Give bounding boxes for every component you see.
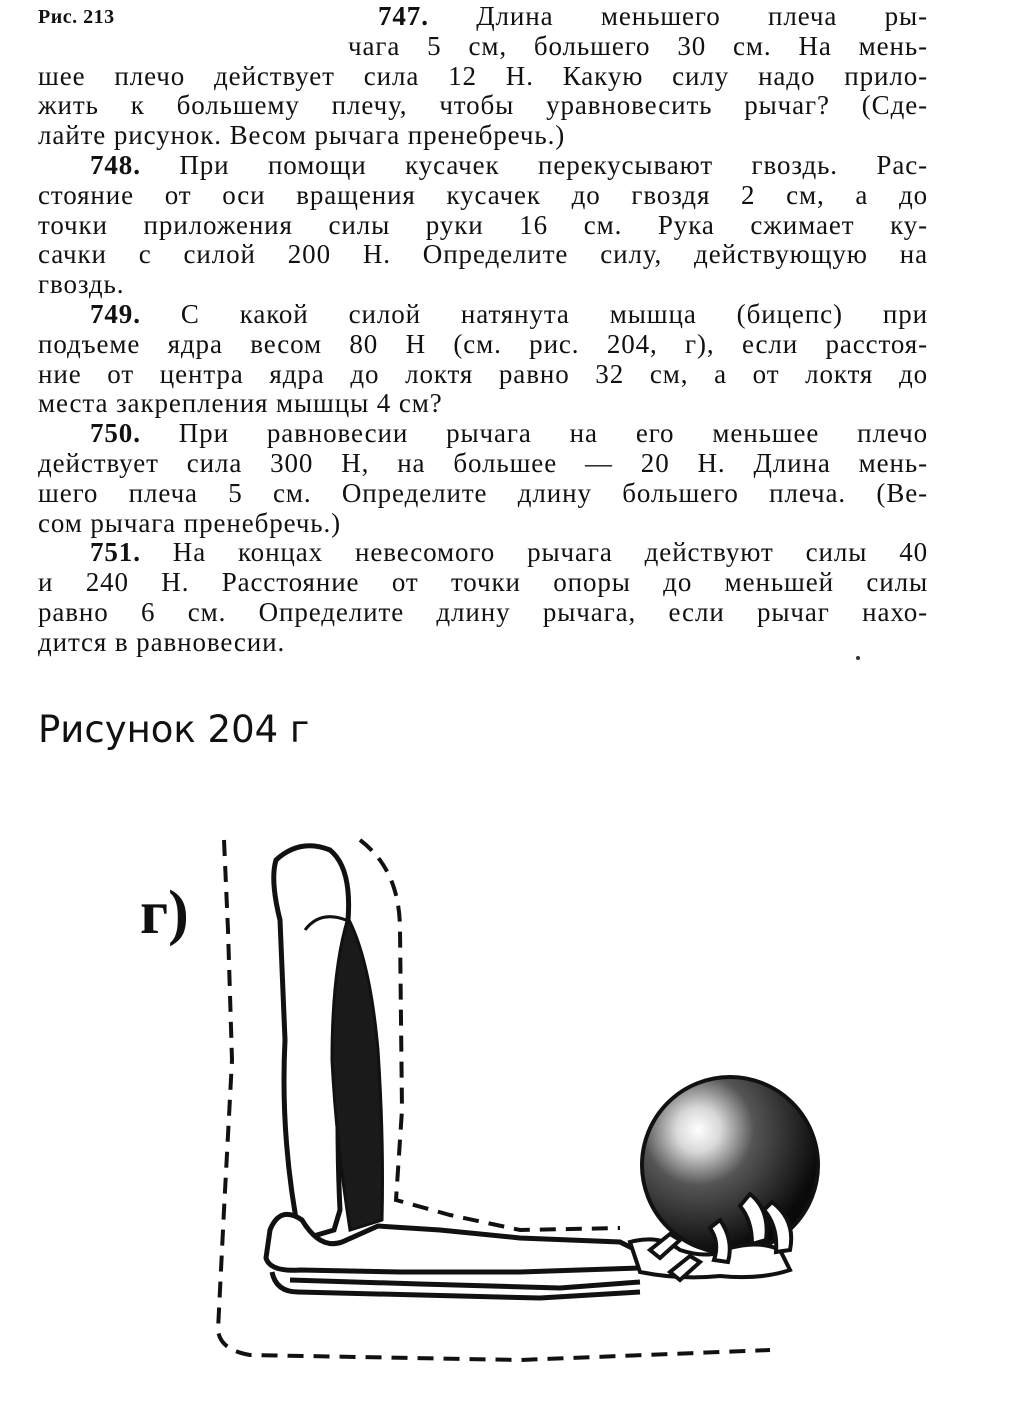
line-text: гвоздь. bbox=[38, 270, 125, 300]
text-line bbox=[38, 449, 928, 479]
line-text: стояние от оси вращения кусачек до гвоздя 2 см, а до bbox=[38, 180, 928, 210]
text-line bbox=[38, 211, 928, 241]
line-text: и 240 Н. Расстояние от точки опоры до меньшей силы bbox=[38, 568, 928, 598]
line-text: действует сила 300 Н, на большее — 20 Н. Длина мень- bbox=[38, 448, 928, 478]
text-line bbox=[38, 300, 928, 330]
line-text: С какой силой натянута мышца (бицепс) при bbox=[140, 299, 928, 329]
problems-text bbox=[38, 2, 928, 658]
text-line bbox=[38, 628, 928, 658]
text-line bbox=[38, 121, 928, 151]
line-text: чага 5 см, большего 30 см. На мень- bbox=[348, 31, 928, 61]
figure-reference: Рис. 213 bbox=[38, 6, 115, 28]
line-text: ние от центра ядра до локтя равно 32 см, а от локтя до bbox=[38, 359, 928, 389]
text-line bbox=[38, 568, 928, 598]
figure-caption: Рисунок 204 г bbox=[38, 708, 310, 751]
problem-number: 751. bbox=[90, 538, 141, 568]
text-line bbox=[38, 330, 928, 360]
text-line bbox=[38, 419, 928, 449]
line-text: Длина меньшего плеча ры- bbox=[428, 2, 928, 31]
line-text: При равновесии рычага на его меньшее плечо bbox=[140, 419, 928, 449]
text-line bbox=[38, 91, 928, 121]
text-line bbox=[38, 151, 928, 181]
text-line bbox=[38, 181, 928, 211]
line-text: места закрепления мышцы 4 см? bbox=[38, 389, 443, 419]
text-line bbox=[38, 360, 928, 390]
text-line bbox=[38, 62, 928, 92]
speck bbox=[856, 656, 860, 660]
arm-lever-illustration bbox=[120, 810, 950, 1370]
text-line bbox=[38, 240, 928, 270]
text-line bbox=[38, 509, 928, 539]
problem-number: 749. bbox=[90, 299, 141, 329]
line-text: На концах невесомого рычага действуют силы 40 bbox=[140, 538, 928, 568]
text-line bbox=[38, 389, 928, 419]
text-line bbox=[348, 32, 928, 62]
line-text: сом рычага пренебречь.) bbox=[38, 508, 342, 538]
line-text: шее плечо действует сила 12 Н. Какую силу надо прило- bbox=[38, 61, 928, 91]
line-text: жить к большему плечу, чтобы уравновесить рычаг? (Сде- bbox=[38, 91, 928, 121]
problem-number: 750. bbox=[90, 419, 141, 449]
line-text: подъеме ядра весом 80 Н (см. рис. 204, г), если расстоя- bbox=[38, 329, 928, 359]
line-text: При помощи кусачек перекусывают гвоздь. Рас- bbox=[140, 150, 928, 180]
text-line bbox=[38, 598, 928, 628]
line-text: сачки с силой 200 Н. Определите силу, действующую на bbox=[38, 240, 928, 270]
text-line bbox=[38, 479, 928, 509]
problem-number: 748. bbox=[90, 150, 141, 180]
text-line bbox=[38, 270, 928, 300]
line-text: лайте рисунок. Весом рычага пренебречь.) bbox=[38, 121, 566, 151]
figure-label: г) bbox=[140, 879, 189, 947]
line-text: равно 6 см. Определите длину рычага, если рычаг нахо- bbox=[38, 597, 928, 627]
problem-number: 747. bbox=[378, 2, 429, 31]
line-text: дится в равновесии. bbox=[38, 627, 286, 657]
text-line bbox=[378, 2, 928, 32]
line-text: шего плеча 5 см. Определите длину большего плеча. (Ве- bbox=[38, 478, 928, 508]
line-text: точки приложения силы руки 16 см. Рука сжимает ку- bbox=[38, 210, 928, 240]
text-line bbox=[38, 538, 928, 568]
